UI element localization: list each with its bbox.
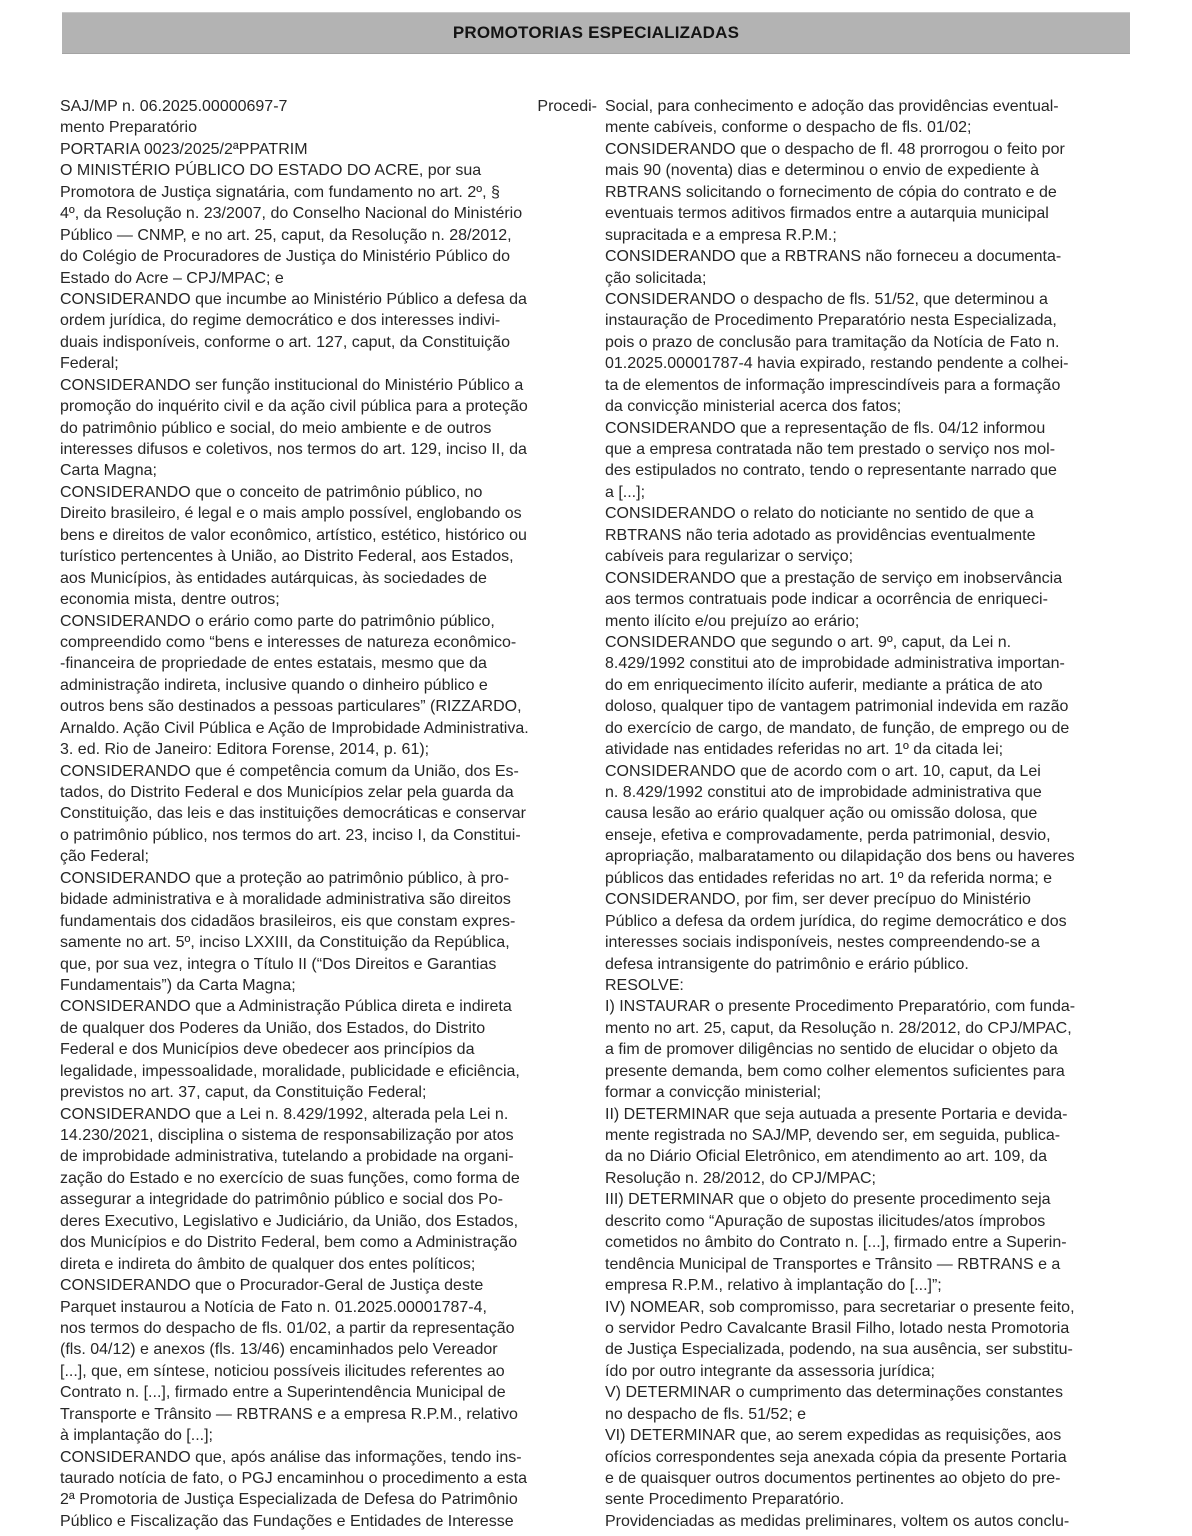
text-line: Federal e dos Municípios deve obedecer aos princípios da xyxy=(60,1041,475,1059)
text-line: Fundamentais”) da Carta Magna; xyxy=(60,976,296,994)
text-line: enseje, efetiva e comprovadamente, perda patrimonial, desvio, xyxy=(605,826,1051,844)
text-line: Resolução n. 28/2012, do CPJ/MPAC; xyxy=(605,1169,876,1187)
text-line xyxy=(60,96,597,117)
text-line: CONSIDERANDO que incumbe ao Ministério Público a defesa da xyxy=(60,290,527,308)
text-line: de qualquer dos Poderes da União, dos Estados, do Distrito xyxy=(60,1019,486,1037)
text-line: da convicção ministerial acerca dos fatos; xyxy=(605,398,902,416)
text-line: cabíveis para regularizar o serviço; xyxy=(605,548,854,566)
text-line: CONSIDERANDO que, após análise das informações, tendo ins- xyxy=(60,1448,522,1466)
text-line: bidade administrativa e à moralidade administrativa são direitos xyxy=(60,891,511,909)
text-line: da no Diário Oficial Eletrônico, em atendimento ao art. 109, da xyxy=(605,1148,1048,1166)
text-line: Constituição, das leis e das instituições democráticas e conservar xyxy=(60,805,526,823)
text-line: 14.230/2021, disciplina o sistema de responsabilização por atos xyxy=(60,1127,514,1144)
text-line: ordem jurídica, do regime democrático e dos interesses indivi- xyxy=(60,312,501,330)
text-line: do Colégio de Procuradores de Justiça do Ministério Público do xyxy=(60,248,511,266)
text-line: e de quaisquer outros documentos pertinentes ao objeto do pre- xyxy=(605,1470,1061,1487)
text-line: formar a convicção ministerial; xyxy=(605,1084,822,1102)
text-line: legalidade, impessoalidade, moralidade, publicidade e eficiência, xyxy=(60,1062,520,1080)
text-line: CONSIDERANDO que o despacho de fl. 48 prorrogou o feito por xyxy=(605,140,1065,158)
text-line: zação do Estado e no exercício de suas funções, como forma de xyxy=(60,1169,520,1187)
text-line: 01.2025.00001787-4 havia expirado, restando pendente a colhei- xyxy=(605,355,1069,373)
text-line: mente registrada no SAJ/MP, devendo ser, em seguida, publica- xyxy=(605,1127,1061,1144)
text-line: [...], que, em síntese, noticiou possíveis ilicitudes referentes ao xyxy=(60,1362,505,1380)
text-line: VI) DETERMINAR que, ao serem expedidas as requisições, aos xyxy=(605,1427,1062,1445)
text-line: mento Preparatório xyxy=(60,119,197,137)
text-line: atividade nas entidades referidas no art. 1º da citada lei; xyxy=(605,741,1004,759)
text-line: nos termos do despacho de fls. 01/02, a partir da representação xyxy=(60,1319,515,1337)
text-line: Carta Magna; xyxy=(60,462,157,480)
text-line: Parquet instaurou a Notícia de Fato n. 01.2025.00001787-4, xyxy=(60,1298,487,1316)
text-line: CONSIDERANDO que a Administração Pública direta e indireta xyxy=(60,998,512,1016)
text-line: I) INSTAURAR o presente Procedimento Preparatório, com funda- xyxy=(605,998,1076,1016)
text-line: ído por outro integrante da assessoria jurídica; xyxy=(605,1362,935,1380)
section-header-bar xyxy=(62,12,1130,54)
text-line: bens e direitos de valor econômico, artístico, estético, histórico ou xyxy=(60,526,527,544)
text-line: V) DETERMINAR o cumprimento das determinações constantes xyxy=(605,1384,1063,1402)
text-line: CONSIDERANDO que de acordo com o art. 10, caput, da Lei xyxy=(605,762,1041,780)
text-line: do patrimônio público e social, do meio ambiente e de outros xyxy=(60,419,492,437)
text-line: dos Municípios e do Distrito Federal, bem como a Administração xyxy=(60,1234,518,1252)
text-line: CONSIDERANDO o despacho de fls. 51/52, que determinou a xyxy=(605,290,1048,308)
text-line: 8.429/1992 constitui ato de improbidade administrativa importan- xyxy=(605,655,1065,673)
text-line: Providenciadas as medidas preliminares, voltem os autos conclu- xyxy=(605,1512,1070,1530)
text-line: CONSIDERANDO que a Lei n. 8.429/1992, alterada pela Lei n. xyxy=(60,1105,509,1123)
text-line: tendência Municipal de Transportes e Trânsito — RBTRANS e a xyxy=(605,1255,1061,1273)
text-line: que a empresa contratada não tem prestado o serviço nos mol- xyxy=(605,441,1056,458)
text-line: descrito como “Apuração de supostas ilicitudes/atos ímprobos xyxy=(605,1212,1046,1230)
text-line: defesa intransigente do patrimônio e erário público. xyxy=(605,955,969,973)
text-line: CONSIDERANDO que a prestação de serviço em inobservância xyxy=(605,569,1063,587)
text-line: do em enriquecimento ilícito auferir, mediante a prática de ato xyxy=(605,676,1043,694)
text-line: mais 90 (noventa) dias e determinou o envio de expediente à xyxy=(605,162,1040,180)
text-line: CONSIDERANDO que o conceito de patrimônio público, no xyxy=(60,483,483,501)
text-line: Direito brasileiro, é legal e o mais amplo possível, englobando os xyxy=(60,505,522,523)
text-line: mento ilícito e/ou prejuízo ao erário; xyxy=(605,612,860,630)
text-line: tados, do Distrito Federal e dos Municípios zelar pela guarda da xyxy=(60,784,514,801)
text-line: CONSIDERANDO que a representação de fls. 04/12 informou xyxy=(605,419,1046,437)
text-line: ção Federal; xyxy=(60,848,149,866)
text-line: RBTRANS solicitando o fornecimento de cópia do contrato e de xyxy=(605,183,1057,201)
text-line: Público — CNMP, e no art. 25, caput, da Resolução n. 28/2012, xyxy=(60,226,512,244)
text-line-segment: SAJ/MP n. 06.2025.00000697-7 xyxy=(60,98,288,115)
text-line: CONSIDERANDO que é competência comum da União, dos Es- xyxy=(60,762,519,780)
text-line: previstos no art. 37, caput, da Constituição Federal; xyxy=(60,1084,427,1102)
text-line: aos Municípios, às entidades autárquicas, às sociedades de xyxy=(60,569,487,587)
text-line: ção solicitada; xyxy=(605,269,707,287)
text-line: IV) NOMEAR, sob compromisso, para secretariar o presente feito, xyxy=(605,1298,1075,1316)
text-line: CONSIDERANDO ser função institucional do Ministério Público a xyxy=(60,376,524,394)
text-line: 2ª Promotoria de Justiça Especializada de Defesa do Patrimônio xyxy=(60,1491,518,1509)
text-line: pois o prazo de conclusão para tramitação da Notícia de Fato n. xyxy=(605,333,1060,351)
text-line: compreendido como “bens e interesses de natureza econômico- xyxy=(60,633,517,651)
text-line: doloso, qualquer tipo de vantagem patrimonial indevida em razão xyxy=(605,698,1069,716)
text-line: direta e indireta do âmbito de qualquer dos entes políticos; xyxy=(60,1255,476,1273)
text-line: 4º, da Resolução n. 23/2007, do Conselho Nacional do Ministério xyxy=(60,205,523,223)
text-line: Arnaldo. Ação Civil Pública e Ação de Improbidade Administrativa. xyxy=(60,719,529,737)
text-line: des estipulados no contrato, tendo o representante narrado que xyxy=(605,462,1057,480)
text-line: O MINISTÉRIO PÚBLICO DO ESTADO DO ACRE, por sua xyxy=(60,162,482,180)
text-line: RESOLVE: xyxy=(605,976,684,994)
text-line: Social, para conhecimento e adoção das providências eventual- xyxy=(605,98,1059,115)
text-line: turístico pertencentes à União, ao Distrito Federal, aos Estados, xyxy=(60,548,514,566)
text-line: samente no art. 5º, inciso LXXIII, da Constituição da República, xyxy=(60,934,510,952)
text-line: promoção do inquérito civil e da ação civil pública para a proteção xyxy=(60,398,528,416)
document-column-left xyxy=(60,96,597,1532)
text-line: III) DETERMINAR que o objeto do presente procedimento seja xyxy=(605,1191,1051,1209)
text-line: Público e Fiscalização das Fundações e Entidades de Interesse xyxy=(60,1512,514,1530)
text-line: que, por sua vez, integra o Título II (“Dos Direitos e Garantias xyxy=(60,955,497,973)
text-line: presente demanda, bem como colher elementos suficientes para xyxy=(605,1062,1065,1080)
text-line: deres Executivo, Legislativo e Judiciário, da União, dos Estados, xyxy=(60,1212,519,1230)
text-line: a fim de promover diligências no sentido de elucidar o objeto da xyxy=(605,1041,1058,1059)
text-line: interesses difusos e coletivos, nos termos do art. 129, inciso II, da xyxy=(60,441,527,458)
text-line: Transporte e Trânsito — RBTRANS e a empresa R.P.M., relativo xyxy=(60,1405,518,1423)
text-line: de improbidade administrativa, tutelando a probidade na organi- xyxy=(60,1148,514,1166)
text-line: fundamentais dos cidadãos brasileiros, eis que constam expres- xyxy=(60,912,516,930)
text-line: à implantação do [...]; xyxy=(60,1427,213,1445)
text-line: mento no art. 25, caput, da Resolução n. 28/2012, do CPJ/MPAC, xyxy=(605,1019,1072,1037)
text-line: II) DETERMINAR que seja autuada a presente Portaria e devida- xyxy=(605,1105,1068,1123)
text-line: Público a defesa da ordem jurídica, do regime democrático e dos xyxy=(605,912,1067,930)
text-line: CONSIDERANDO que o Procurador-Geral de Justiça deste xyxy=(60,1277,484,1295)
text-line: no despacho de fls. 51/52; e xyxy=(605,1405,807,1423)
text-line: causa lesão ao erário qualquer ação ou omissão dolosa, que xyxy=(605,805,1038,823)
text-line: interesses sociais indisponíveis, nestes compreendendo-se a xyxy=(605,934,1040,952)
text-line: de Justiça Especializada, podendo, na sua ausência, ser substitu- xyxy=(605,1341,1073,1359)
text-line: Contrato n. [...], firmado entre a Superintendência Municipal de xyxy=(60,1384,506,1402)
text-line: empresa R.P.M., relativo à implantação do [...]”; xyxy=(605,1277,942,1295)
text-line: CONSIDERANDO o relato do noticiante no sentido de que a xyxy=(605,505,1034,523)
text-line: ofícios correspondentes seja anexada cópia da presente Portaria xyxy=(605,1448,1067,1466)
text-line: duais indisponíveis, conforme o art. 127, caput, da Constituição xyxy=(60,333,511,351)
text-line: CONSIDERANDO que a proteção ao patrimônio público, à pro- xyxy=(60,869,510,887)
text-line: Promotora de Justiça signatária, com fundamento no art. 2º, § xyxy=(60,183,500,201)
document-column-right xyxy=(605,96,1142,1532)
text-line: outros bens são destinados a pessoas particulares” (RIZZARDO, xyxy=(60,698,522,716)
section-header-title: PROMOTORIAS ESPECIALIZADAS xyxy=(452,23,740,42)
document-body xyxy=(60,96,1142,1532)
text-line: assegurar a integridade do patrimônio público e social dos Po- xyxy=(60,1191,503,1209)
text-line: supracitada e a empresa R.P.M.; xyxy=(605,226,837,244)
text-line: o servidor Pedro Cavalcante Brasil Filho, lotado nesta Promotoria xyxy=(605,1319,1070,1337)
text-line: mente cabíveis, conforme o despacho de fls. 01/02; xyxy=(605,119,972,137)
text-line: a [...]; xyxy=(605,483,646,501)
text-line: o patrimônio público, nos termos do art. 23, inciso I, da Constitui- xyxy=(60,826,521,844)
text-line: economia mista, dentre outros; xyxy=(60,591,280,609)
text-line: RBTRANS não teria adotado as providências eventualmente xyxy=(605,526,1036,544)
text-line: do exercício de cargo, de mandato, de função, de emprego ou de xyxy=(605,719,1070,737)
text-line: administração indireta, inclusive quando o dinheiro público e xyxy=(60,676,488,694)
text-line: (fls. 04/12) e anexos (fls. 13/46) encaminhados pelo Vereador xyxy=(60,1341,498,1359)
text-line: apropriação, malbaratamento ou dilapidação dos bens ou haveres xyxy=(605,848,1075,866)
text-line: ta de elementos de informação imprescindíveis para a formação xyxy=(605,376,1061,394)
text-line: -financeira de propriedade de entes estatais, mesmo que da xyxy=(60,655,487,673)
text-line: CONSIDERANDO, por fim, ser dever precípuo do Ministério xyxy=(605,891,1031,909)
text-line: instauração de Procedimento Preparatório nesta Especializada, xyxy=(605,312,1057,330)
text-line: CONSIDERANDO que a RBTRANS não forneceu a documenta- xyxy=(605,248,1062,266)
text-line: PORTARIA 0023/2025/2ªPPATRIM xyxy=(60,140,308,158)
text-line-segment: Procedi- xyxy=(537,98,597,115)
text-line: sente Procedimento Preparatório. xyxy=(605,1491,845,1509)
text-line: 3. ed. Rio de Janeiro: Editora Forense, 2014, p. 61); xyxy=(60,741,430,759)
text-line: n. 8.429/1992 constitui ato de improbidade administrativa que xyxy=(605,784,1042,801)
text-line: aos termos contratuais pode indicar a ocorrência de enriqueci- xyxy=(605,591,1048,609)
text-line: taurado notícia de fato, o PGJ encaminhou o procedimento a esta xyxy=(60,1470,527,1487)
text-line: cometidos no âmbito do Contrato n. [...], firmado entre a Superin- xyxy=(605,1234,1067,1252)
text-line: Federal; xyxy=(60,355,119,373)
text-line: eventuais termos aditivos firmados entre a autarquia municipal xyxy=(605,205,1049,223)
text-line: CONSIDERANDO que segundo o art. 9º, caput, da Lei n. xyxy=(605,633,1012,651)
text-line: Estado do Acre – CPJ/MPAC; e xyxy=(60,269,284,287)
text-line: CONSIDERANDO o erário como parte do patrimônio público, xyxy=(60,612,495,630)
text-line: públicos das entidades referidas no art. 1º da referida norma; e xyxy=(605,869,1052,887)
